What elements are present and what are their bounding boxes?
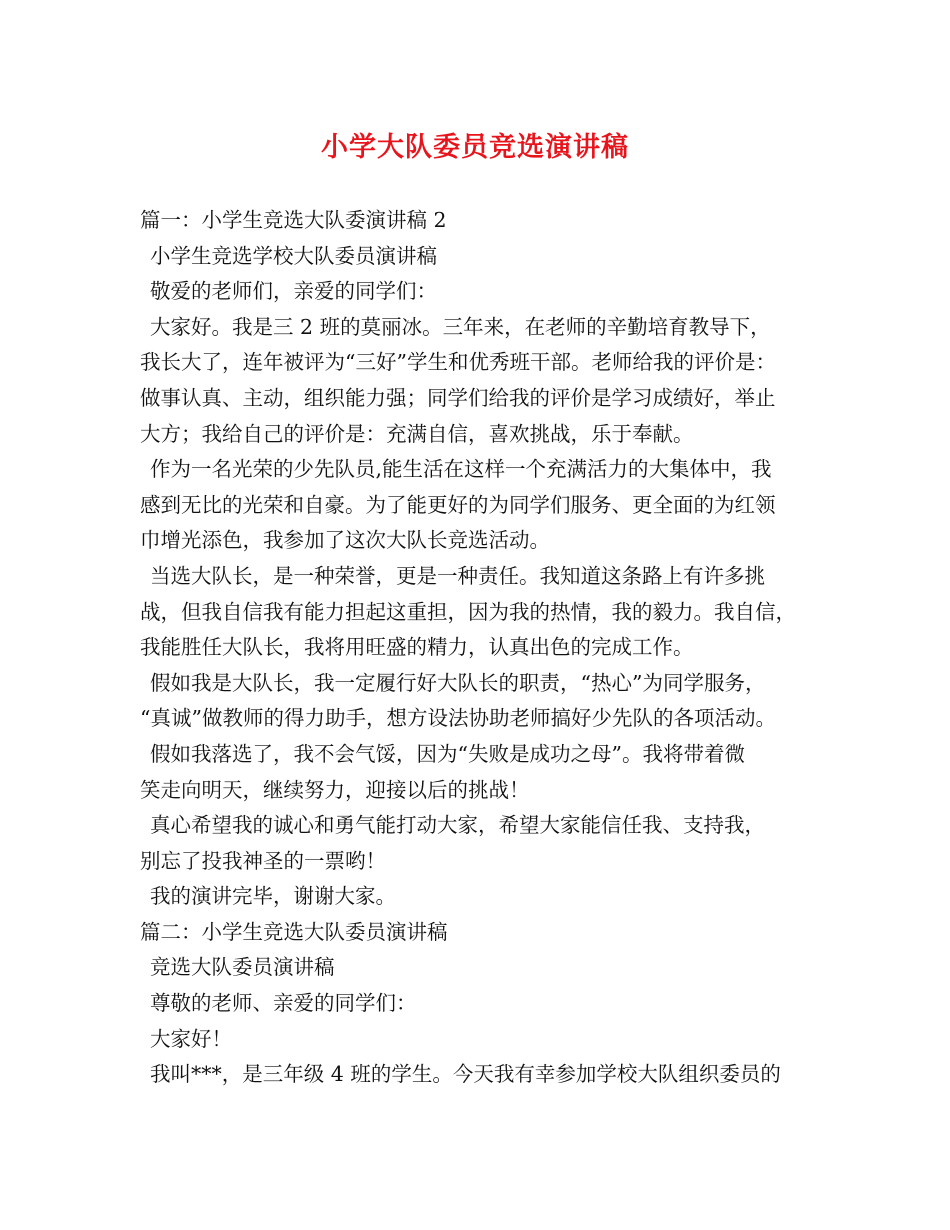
- paragraph-line: 小学生竞选学校大队委员演讲稿: [150, 243, 437, 268]
- paragraph-line: 大家好。我是三 2 班的莫丽冰。三年来，在老师的辛勤培育教导下，: [150, 314, 771, 339]
- section-heading: 篇一：小学生竞选大队委演讲稿 2: [140, 208, 447, 232]
- paragraph-line: 尊敬的老师、亲爱的同学们：: [150, 991, 417, 1016]
- paragraph-line: 大方；我给自己的评价是：充满自信，喜欢挑战，乐于奉献。: [140, 421, 694, 446]
- paragraph-line: 笑走向明天，继续努力，迎接以后的挑战！: [140, 777, 530, 802]
- paragraph-line: 感到无比的光荣和自豪。为了能更好的为同学们服务、更全面的为红领: [140, 492, 776, 517]
- section-heading: 篇二：小学生竞选大队委员演讲稿: [140, 919, 448, 944]
- paragraph-line: 战，但我自信我有能力担起这重担，因为我的热情，我的毅力。我自信，: [140, 599, 796, 624]
- paragraph-line: 敬爱的老师们，亲爱的同学们：: [150, 279, 437, 304]
- paragraph-line: 作为一名光荣的少先队员,能生活在这样一个充满活力的大集体中，我: [150, 457, 772, 482]
- paragraph-line: 竞选大队委员演讲稿: [150, 955, 335, 980]
- paragraph-line: 做事认真、主动，组织能力强；同学们给我的评价是学习成绩好，举止: [140, 385, 776, 410]
- paragraph-line: “真诚”做教师的得力助手，想方设法协助老师搞好少先队的各项活动。: [140, 706, 776, 731]
- paragraph-line: 当选大队长，是一种荣誉，更是一种责任。我知道这条路上有许多挑: [150, 563, 765, 588]
- paragraph-line: 假如我是大队长，我一定履行好大队长的职责，“热心”为同学服务，: [150, 670, 766, 695]
- paragraph-line: 我长大了，连年被评为“三好”学生和优秀班干部。老师给我的评价是：: [140, 350, 776, 375]
- paragraph-line: 别忘了投我神圣的一票哟！: [140, 848, 386, 873]
- document-title: 小学大队委员竞选演讲稿: [321, 132, 629, 163]
- paragraph-line: 真心希望我的诚心和勇气能打动大家，希望大家能信任我、支持我，: [150, 813, 765, 838]
- paragraph-line: 大家好！: [150, 1026, 232, 1051]
- paragraph-line: 我的演讲完毕，谢谢大家。: [150, 884, 396, 909]
- paragraph-line: 我能胜任大队长，我将用旺盛的精力，认真出色的完成工作。: [140, 635, 694, 660]
- paragraph-line: 假如我落选了，我不会气馁，因为“失败是成功之母”。我将带着微: [150, 741, 745, 766]
- paragraph-line: 我叫***，是三年级 4 班的学生。今天我有幸参加学校大队组织委员的: [150, 1062, 781, 1087]
- paragraph-line: 巾增光添色，我参加了这次大队长竞选活动。: [140, 528, 550, 553]
- document-body: [140, 203, 830, 1093]
